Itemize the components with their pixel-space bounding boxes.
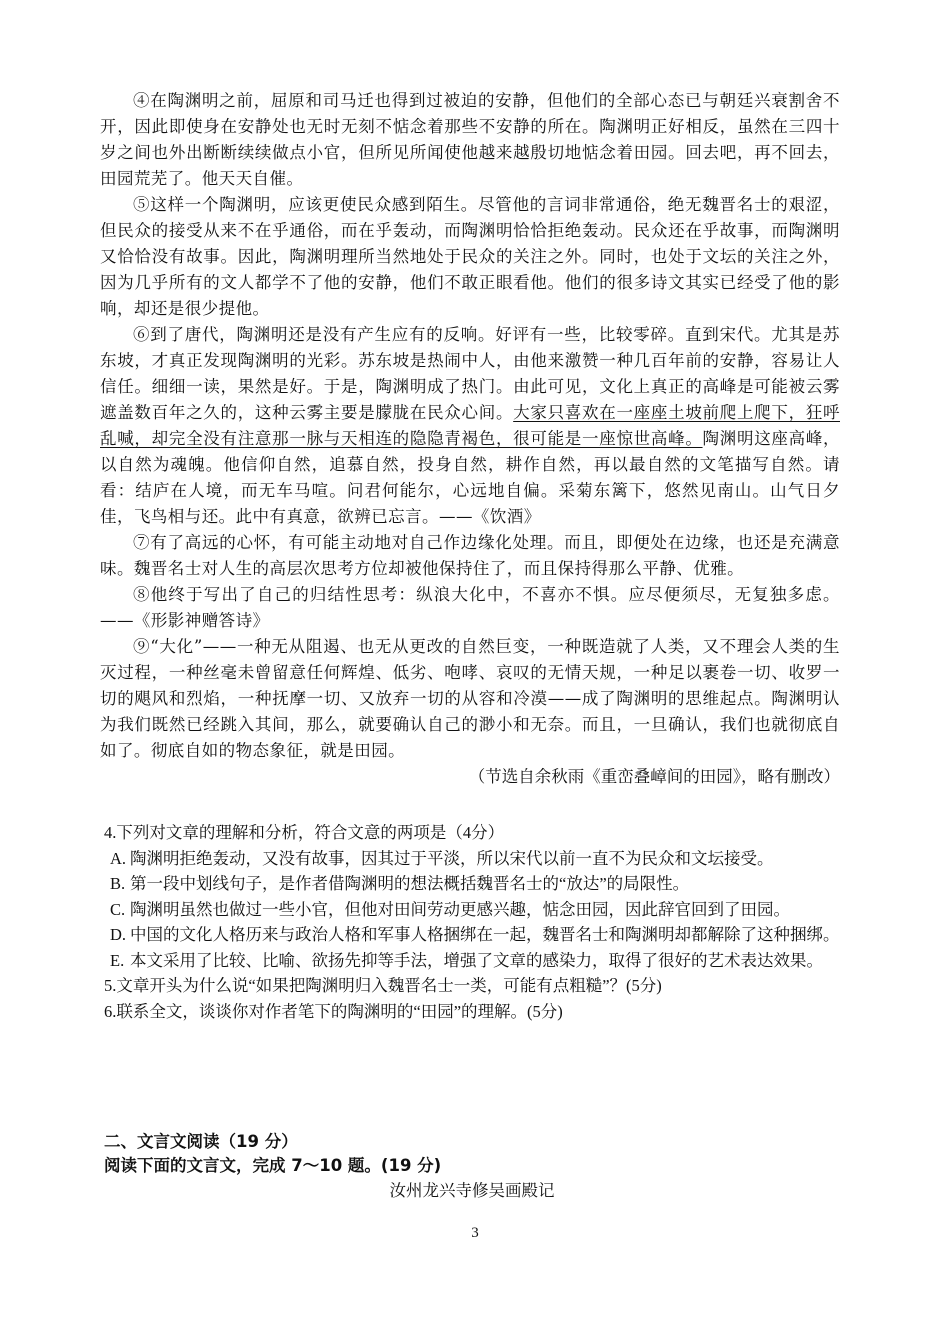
article-body xyxy=(100,88,840,790)
option-label: B. xyxy=(110,874,126,893)
passage-title: 汝州龙兴寺修吴画殿记 xyxy=(389,1181,555,1200)
option-b xyxy=(110,871,840,897)
question-4: 4.下列对文章的理解和分析，符合文意的两项是（4分） xyxy=(104,823,505,842)
paragraph-6-text-b: 陶渊明这座高峰，以自然为魂魄。他信仰自然，追慕自然，投身自然，耕作自然，再以最自然的文笔描写自然。请看：结庐在人境，而无车马喧。问君何能尔，心远地自偏。采菊东篱下，悠然见南山。山气日夕佳，飞鸟相与还。此中有真意，欲辨已忘言。——《饮酒》 xyxy=(100,429,841,526)
paragraph-9: ⑨“大化”——一种无从阻遏、也无从更改的自然巨变，一种既造就了人类，又不理会人类的生灭过程，一种丝毫未曾留意任何辉煌、低劣、咆哮、哀叹的无情天规，一种足以裹卷一切、收罗一切的飓风和烈焰，一种抚摩一切、又放弃一切的从容和冷漠——成了陶渊明的思维起点。陶渊明认为我们既然已经跳入其间，那么，就要确认自己的渺小和无奈。而且，一旦确认，我们也就彻底自如了。彻底自如的物态象征，就是田园。 xyxy=(100,637,840,760)
paragraph-4: ④在陶渊明之前，屈原和司马迁也得到过被迫的安静，但他们的全部心态已与朝廷兴衰割舍不开，因此即使身在安静处也无时无刻不惦念着那些不安静的所在。陶渊明正好相反，虽然在三四十岁之间也外出断断续续做点小官，但所见所闻使他越来越殷切地惦念着田园。回去吧，再不回去，田园荒芜了。他天天自催。 xyxy=(100,91,840,188)
questions-block xyxy=(104,820,840,1024)
option-label: D. xyxy=(110,925,127,944)
section-heading: 二、文言文阅读（19 分） xyxy=(104,1132,298,1151)
article-source: （节选自余秋雨《重峦叠嶂间的田园》，略有删改） xyxy=(468,767,840,786)
option-text: 中国的文化人格历来与政治人格和军事人格捆绑在一起，魏晋名士和陶渊明却都解除了这种捆绑。 xyxy=(130,925,840,944)
question-5: 5.文章开头为什么说“如果把陶渊明归入魏晋名士一类，可能有点粗糙”？(5分) xyxy=(104,976,662,995)
option-label: E. xyxy=(110,950,125,970)
option-text: 第一段中划线句子，是作者借陶渊明的想法概括魏晋名士的“放达”的局限性。 xyxy=(130,874,690,893)
option-text: 陶渊明虽然也做过一些小官，但他对田间劳动更感兴趣，惦念田园，因此辞官回到了田园。 xyxy=(130,899,790,919)
paragraph-5: ⑤这样一个陶渊明，应该更使民众感到陌生。尽管他的言词非常通俗，绝无魏晋名士的艰涩，但民众的接受从来不在乎通俗，而在乎轰动，而陶渊明恰恰拒绝轰动。民众还在乎故事，而陶渊明又恰恰没有故事。因此，陶渊明理所当然地处于民众的关注之外。同时，也处于文坛的关注之外，因为几乎所有的文人都学不了他的安静，他们不敢正眼看他。他们的很多诗文其实已经受了他的影响，却还是很少提他。 xyxy=(100,195,840,318)
section-classical-chinese xyxy=(104,1130,840,1204)
underlined-sentence: 大家只喜欢在一座座土坡前爬上爬下，狂呼乱喊，却完全没有注意那一脉与天相连的隐隐青褐色，很可能是一座惊世高峰。 xyxy=(100,403,840,448)
paragraph-7: ⑦有了高远的心怀，有可能主动地对自己作边缘化处理。而且，即便处在边缘，也还是充满意味。魏晋名士对人生的高层次思考方位却被他保持住了，而且保持得那么平静、优雅。 xyxy=(100,533,840,578)
paragraph-6 xyxy=(100,322,840,530)
paragraph-6-text-a: ⑥到了唐代，陶渊明还是没有产生应有的反响。好评有一些，比较零碎。直到宋代。尤其是苏东坡，才真正发现陶渊明的光彩。苏东坡是热闹中人，由他来激赞一种几百年前的安静，容易让人信任。细细一读，果然是好。于是，陶渊明成了热门。由此可见，文化上真正的高峰是可能被云雾遮盖数百年之久的，这种云雾主要是朦胧在民众心间。 xyxy=(100,325,840,422)
page-number: 3 xyxy=(471,1225,479,1241)
section-instruction: 阅读下面的文言文，完成 7～10 题。(19 分) xyxy=(104,1156,442,1175)
option-label: A. xyxy=(110,848,127,868)
option-a xyxy=(110,846,840,872)
option-text: 本文采用了比较、比喻、欲扬先抑等手法，增强了文章的感染力，取得了很好的艺术表达效果。 xyxy=(130,950,823,970)
option-label: C. xyxy=(110,899,126,919)
paragraph-8: ⑧他终于写出了自己的归结性思考：纵浪大化中，不喜亦不惧。应尽便须尽，无复独多虑。——《形影神赠答诗》 xyxy=(100,585,840,630)
option-c xyxy=(110,897,840,923)
option-e xyxy=(110,948,840,974)
option-d xyxy=(110,922,840,948)
question-6: 6.联系全文，谈谈你对作者笔下的陶渊明的“田园”的理解。(5分) xyxy=(104,1001,563,1021)
option-text: 陶渊明拒绝轰动，又没有故事，因其过于平淡，所以宋代以前一直不为民众和文坛接受。 xyxy=(130,848,774,868)
